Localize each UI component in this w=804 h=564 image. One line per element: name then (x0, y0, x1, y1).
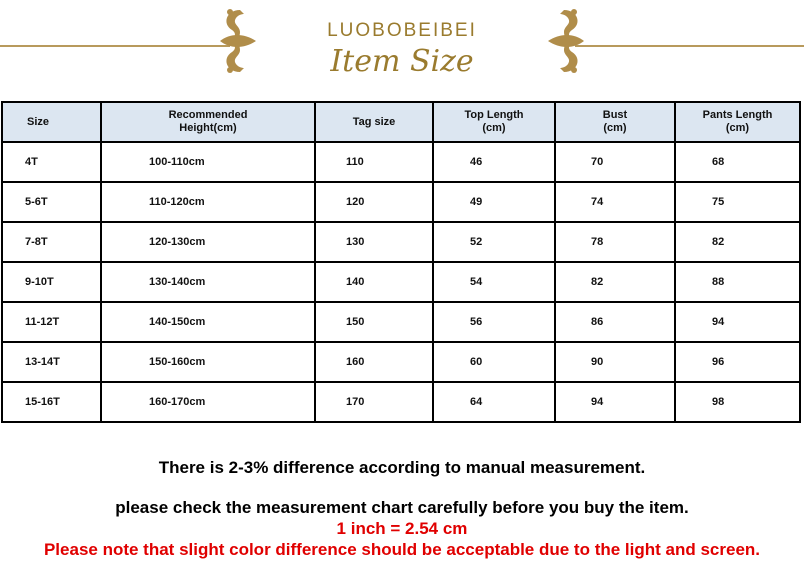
cell-height: 130-140cm (101, 262, 315, 302)
page-title: Item Size (330, 44, 474, 79)
cell-pants-length: 88 (675, 262, 800, 302)
cell-bust: 94 (555, 382, 675, 422)
cell-top-length: 56 (433, 302, 555, 342)
size-table (1, 101, 801, 423)
header-top-length: Top Length (cm) (433, 102, 555, 142)
cell-pants-length: 96 (675, 342, 800, 382)
cell-size: 4T (2, 142, 101, 182)
cell-size: 13-14T (2, 342, 101, 382)
cell-height: 140-150cm (101, 302, 315, 342)
cell-top-length: 49 (433, 182, 555, 222)
cell-size: 9-10T (2, 262, 101, 302)
table-row (2, 182, 800, 222)
cell-bust: 82 (555, 262, 675, 302)
cell-pants-length: 82 (675, 222, 800, 262)
cell-top-length: 64 (433, 382, 555, 422)
header-size: Size (2, 102, 101, 142)
cell-size: 5-6T (2, 182, 101, 222)
inch-conversion-note: 1 inch = 2.54 cm (336, 519, 468, 538)
cell-bust: 70 (555, 142, 675, 182)
header-pants-length: Pants Length (cm) (675, 102, 800, 142)
cell-height: 150-160cm (101, 342, 315, 382)
cell-size: 15-16T (2, 382, 101, 422)
cell-size: 11-12T (2, 302, 101, 342)
table-row (2, 302, 800, 342)
cell-tag-size: 110 (315, 142, 433, 182)
cell-bust: 78 (555, 222, 675, 262)
cell-size: 7-8T (2, 222, 101, 262)
brand-name: LUOBOBEIBEI (327, 20, 477, 41)
cell-pants-length: 75 (675, 182, 800, 222)
table-row (2, 142, 800, 182)
cell-top-length: 54 (433, 262, 555, 302)
color-difference-note: Please note that slight color difference should be acceptable due to the light and screen. (43, 540, 761, 559)
cell-tag-size: 160 (315, 342, 433, 382)
cell-top-length: 52 (433, 222, 555, 262)
cell-top-length: 46 (433, 142, 555, 182)
header-tag-size: Tag size (315, 102, 433, 142)
cell-bust: 86 (555, 302, 675, 342)
table-row (2, 262, 800, 302)
cell-tag-size: 170 (315, 382, 433, 422)
cell-height: 160-170cm (101, 382, 315, 422)
cell-pants-length: 94 (675, 302, 800, 342)
table-row (2, 222, 800, 262)
cell-height: 110-120cm (101, 182, 315, 222)
difference-note: There is 2-3% difference according to manual measurement. (158, 458, 646, 477)
table-header-row (2, 102, 800, 142)
cell-bust: 90 (555, 342, 675, 382)
table-row (2, 382, 800, 422)
table-row (2, 342, 800, 382)
cell-tag-size: 120 (315, 182, 433, 222)
cell-top-length: 60 (433, 342, 555, 382)
cell-height: 120-130cm (101, 222, 315, 262)
check-note: please check the measurement chart carefully before you buy the item. (115, 498, 689, 517)
header-height: Recommended Height(cm) (101, 102, 315, 142)
header-bust: Bust (cm) (555, 102, 675, 142)
cell-tag-size: 150 (315, 302, 433, 342)
cell-pants-length: 68 (675, 142, 800, 182)
cell-bust: 74 (555, 182, 675, 222)
cell-tag-size: 140 (315, 262, 433, 302)
cell-tag-size: 130 (315, 222, 433, 262)
cell-pants-length: 98 (675, 382, 800, 422)
cell-height: 100-110cm (101, 142, 315, 182)
